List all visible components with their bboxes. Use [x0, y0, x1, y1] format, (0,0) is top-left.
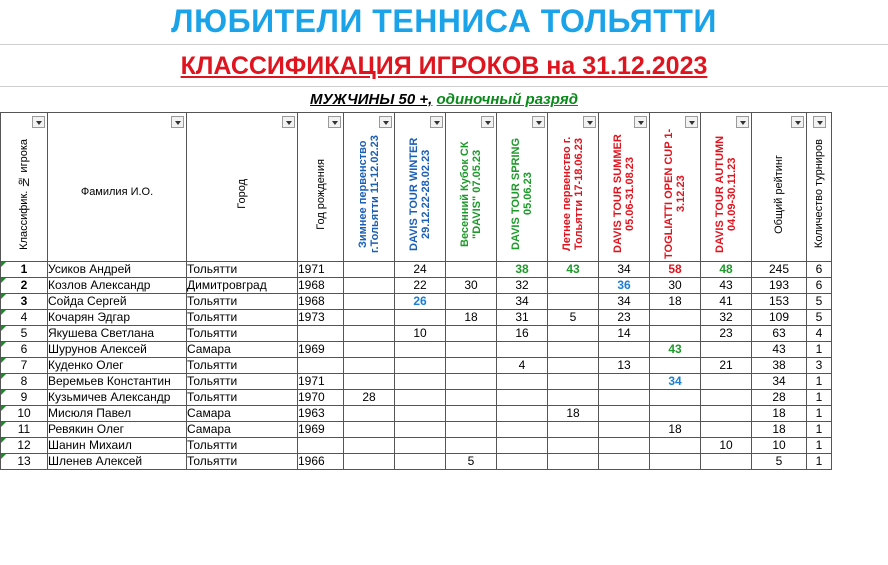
- cell-t8[interactable]: [701, 390, 752, 406]
- cell-total[interactable]: 5: [752, 454, 807, 470]
- cell-total[interactable]: 63: [752, 326, 807, 342]
- cell-t3[interactable]: 30: [446, 278, 497, 294]
- cell-city[interactable]: Самара: [187, 342, 298, 358]
- cell-birth[interactable]: 1968: [298, 278, 344, 294]
- cell-t4[interactable]: [497, 374, 548, 390]
- filter-dropdown-icon[interactable]: [32, 116, 45, 128]
- cell-t4[interactable]: [497, 406, 548, 422]
- cell-t8[interactable]: 48: [701, 262, 752, 278]
- cell-t2[interactable]: 26: [395, 294, 446, 310]
- cell-rank[interactable]: 13: [1, 454, 48, 470]
- empty-cell: [832, 262, 854, 278]
- cell-birth[interactable]: [298, 326, 344, 342]
- cell-total[interactable]: 18: [752, 406, 807, 422]
- header-rank-label: Классифик. № игрока: [18, 138, 30, 250]
- cell-t1[interactable]: [344, 294, 395, 310]
- cell-t5[interactable]: [548, 438, 599, 454]
- table-row: [1, 278, 854, 294]
- rating-table: [0, 112, 854, 470]
- cell-name[interactable]: Ревякин Олег: [48, 422, 187, 438]
- table-row: [1, 326, 854, 342]
- table-row: [1, 422, 854, 438]
- cell-t5[interactable]: [548, 278, 599, 294]
- cell-count[interactable]: 1: [807, 374, 832, 390]
- empty-header: [832, 113, 854, 262]
- cell-total[interactable]: 109: [752, 310, 807, 326]
- empty-cell: [832, 342, 854, 358]
- cell-t8[interactable]: [701, 454, 752, 470]
- cell-total[interactable]: 34: [752, 374, 807, 390]
- table-row: [1, 374, 854, 390]
- cell-t7[interactable]: [650, 406, 701, 422]
- cell-t3[interactable]: [446, 374, 497, 390]
- cell-city[interactable]: Тольятти: [187, 454, 298, 470]
- cell-total[interactable]: 43: [752, 342, 807, 358]
- cell-t7[interactable]: 34: [650, 374, 701, 390]
- cell-t7[interactable]: [650, 326, 701, 342]
- cell-rank[interactable]: 5: [1, 326, 48, 342]
- cell-t2[interactable]: [395, 310, 446, 326]
- cell-total[interactable]: 10: [752, 438, 807, 454]
- cell-t5[interactable]: [548, 326, 599, 342]
- cell-t2[interactable]: [395, 454, 446, 470]
- cell-t3[interactable]: [446, 326, 497, 342]
- cell-t3[interactable]: [446, 294, 497, 310]
- cell-t3[interactable]: 5: [446, 454, 497, 470]
- cell-city[interactable]: Самара: [187, 422, 298, 438]
- cell-t6[interactable]: [599, 390, 650, 406]
- cell-city[interactable]: Тольятти: [187, 326, 298, 342]
- table-row: [1, 342, 854, 358]
- cell-total[interactable]: 193: [752, 278, 807, 294]
- table-row: [1, 294, 854, 310]
- header-name-label: Фамилия И.О.: [80, 186, 154, 198]
- cell-t7[interactable]: 30: [650, 278, 701, 294]
- classification-title-text: КЛАССИФИКАЦИЯ ИГРОКОВ на 31.12.2023: [180, 52, 708, 80]
- header-tournament-2: [395, 113, 446, 262]
- table-row: [1, 454, 854, 470]
- cell-t6[interactable]: 36: [599, 278, 650, 294]
- cell-birth[interactable]: 1968: [298, 294, 344, 310]
- cell-t1[interactable]: [344, 406, 395, 422]
- cell-t2[interactable]: [395, 406, 446, 422]
- cell-t4[interactable]: [497, 422, 548, 438]
- divider: [0, 86, 888, 87]
- header-tournament-5: [548, 113, 599, 262]
- cell-t1[interactable]: 28: [344, 390, 395, 406]
- cell-t8[interactable]: 41: [701, 294, 752, 310]
- filter-dropdown-icon[interactable]: [328, 116, 341, 128]
- cell-t4[interactable]: 16: [497, 326, 548, 342]
- cell-t7[interactable]: 18: [650, 422, 701, 438]
- cell-t6[interactable]: 23: [599, 310, 650, 326]
- header-birth-label: Год рождения: [314, 158, 327, 230]
- cell-t8[interactable]: 21: [701, 358, 752, 374]
- empty-cell: [832, 390, 854, 406]
- cell-birth[interactable]: 1969: [298, 422, 344, 438]
- empty-cell: [832, 294, 854, 310]
- cell-total[interactable]: 245: [752, 262, 807, 278]
- cell-t4[interactable]: 32: [497, 278, 548, 294]
- cell-name[interactable]: Сойда Сергей: [48, 294, 187, 310]
- header-tournament-8-label: DAVIS TOUR AUTUMN 04.09-30.11.23: [714, 135, 738, 253]
- cell-name[interactable]: Шанин Михаил: [48, 438, 187, 454]
- cell-city[interactable]: Тольятти: [187, 438, 298, 454]
- header-tournament-7: [650, 113, 701, 262]
- cell-t7[interactable]: [650, 358, 701, 374]
- cell-t8[interactable]: [701, 342, 752, 358]
- cell-rank[interactable]: 4: [1, 310, 48, 326]
- cell-t5[interactable]: [548, 342, 599, 358]
- cell-t3[interactable]: [446, 406, 497, 422]
- cell-t5[interactable]: [548, 390, 599, 406]
- cell-birth[interactable]: 1971: [298, 374, 344, 390]
- header-rank: [1, 113, 48, 262]
- cell-t2[interactable]: [395, 342, 446, 358]
- header-count-label: Количество турниров: [813, 139, 825, 249]
- cell-t8[interactable]: 23: [701, 326, 752, 342]
- cell-t3[interactable]: [446, 422, 497, 438]
- cell-count[interactable]: 1: [807, 390, 832, 406]
- cell-t8[interactable]: [701, 374, 752, 390]
- cell-t1[interactable]: [344, 438, 395, 454]
- cell-t5[interactable]: [548, 454, 599, 470]
- sort-filter-icon[interactable]: [791, 116, 804, 128]
- cell-t4[interactable]: [497, 390, 548, 406]
- cell-t6[interactable]: 34: [599, 262, 650, 278]
- cell-birth[interactable]: 1966: [298, 454, 344, 470]
- cell-t4[interactable]: 38: [497, 262, 548, 278]
- empty-cell: [832, 406, 854, 422]
- cell-city[interactable]: Тольятти: [187, 358, 298, 374]
- cell-t1[interactable]: [344, 454, 395, 470]
- cell-t3[interactable]: [446, 358, 497, 374]
- cell-t3[interactable]: 18: [446, 310, 497, 326]
- cell-birth[interactable]: 1970: [298, 390, 344, 406]
- cell-t6[interactable]: 13: [599, 358, 650, 374]
- cell-birth[interactable]: 1963: [298, 406, 344, 422]
- cell-t2[interactable]: [395, 390, 446, 406]
- header-tournament-2-label: DAVIS TOUR WINTER 29.12.22-28.02.23: [408, 137, 432, 251]
- cell-city[interactable]: Самара: [187, 406, 298, 422]
- cell-t3[interactable]: [446, 438, 497, 454]
- cell-rank[interactable]: 8: [1, 374, 48, 390]
- cell-rank[interactable]: 1: [1, 262, 48, 278]
- header-tournament-1-label: Зимнее первенство г.Тольятти 11-12.02.23: [357, 135, 381, 253]
- cell-count[interactable]: 6: [807, 262, 832, 278]
- cell-count[interactable]: 4: [807, 326, 832, 342]
- cell-city[interactable]: Тольятти: [187, 374, 298, 390]
- table-row: [1, 406, 854, 422]
- cell-count[interactable]: 5: [807, 310, 832, 326]
- empty-cell: [832, 358, 854, 374]
- empty-cell: [832, 422, 854, 438]
- classification-title: [0, 48, 888, 84]
- cell-t6[interactable]: [599, 438, 650, 454]
- header-tournament-1: [344, 113, 395, 262]
- divider: [0, 44, 888, 45]
- cell-t2[interactable]: 24: [395, 262, 446, 278]
- cell-rank[interactable]: 6: [1, 342, 48, 358]
- cell-count[interactable]: 1: [807, 406, 832, 422]
- header-count: [807, 113, 832, 262]
- cell-t7[interactable]: [650, 454, 701, 470]
- cell-t1[interactable]: [344, 326, 395, 342]
- cell-t6[interactable]: 14: [599, 326, 650, 342]
- header-tournament-4-label: DAVIS TOUR SPRING 05.06.23: [510, 137, 534, 251]
- cell-total[interactable]: 38: [752, 358, 807, 374]
- cell-t1[interactable]: [344, 342, 395, 358]
- cell-count[interactable]: 1: [807, 422, 832, 438]
- header-tournament-5-label: Летнее первенство г. Тольятти 17-18.06.23: [561, 136, 585, 252]
- cell-rank[interactable]: 11: [1, 422, 48, 438]
- cell-rank[interactable]: 12: [1, 438, 48, 454]
- cell-t4[interactable]: 4: [497, 358, 548, 374]
- cell-t5[interactable]: [548, 374, 599, 390]
- cell-count[interactable]: 1: [807, 438, 832, 454]
- header-city-label: Город: [236, 179, 248, 209]
- cell-t5[interactable]: [548, 358, 599, 374]
- category-type: одиночный разряд: [436, 91, 578, 108]
- cell-t6[interactable]: [599, 374, 650, 390]
- cell-count[interactable]: 1: [807, 454, 832, 470]
- cell-t5[interactable]: [548, 294, 599, 310]
- cell-t7[interactable]: 58: [650, 262, 701, 278]
- cell-t1[interactable]: [344, 310, 395, 326]
- cell-t7[interactable]: 18: [650, 294, 701, 310]
- header-tournament-8: [701, 113, 752, 262]
- category-line: [0, 88, 888, 112]
- cell-t6[interactable]: [599, 342, 650, 358]
- header-tournament-3: [446, 113, 497, 262]
- cell-t5[interactable]: 43: [548, 262, 599, 278]
- cell-birth[interactable]: 1969: [298, 342, 344, 358]
- cell-city[interactable]: Тольятти: [187, 390, 298, 406]
- header-total: [752, 113, 807, 262]
- cell-city[interactable]: Тольятти: [187, 310, 298, 326]
- table-row: [1, 390, 854, 406]
- cell-t1[interactable]: [344, 278, 395, 294]
- cell-name[interactable]: Мисюля Павел: [48, 406, 187, 422]
- cell-rank[interactable]: 2: [1, 278, 48, 294]
- cell-t2[interactable]: [395, 374, 446, 390]
- cell-t3[interactable]: [446, 390, 497, 406]
- cell-rank[interactable]: 7: [1, 358, 48, 374]
- cell-name[interactable]: Якушева Светлана: [48, 326, 187, 342]
- cell-t4[interactable]: [497, 438, 548, 454]
- cell-t4[interactable]: 34: [497, 294, 548, 310]
- cell-t7[interactable]: 43: [650, 342, 701, 358]
- header-tournament-6: [599, 113, 650, 262]
- cell-t2[interactable]: 10: [395, 326, 446, 342]
- cell-t6[interactable]: [599, 454, 650, 470]
- cell-count[interactable]: 5: [807, 294, 832, 310]
- cell-birth[interactable]: [298, 358, 344, 374]
- cell-t3[interactable]: [446, 342, 497, 358]
- empty-cell: [832, 310, 854, 326]
- cell-t2[interactable]: [395, 358, 446, 374]
- cell-name[interactable]: Шурунов Алексей: [48, 342, 187, 358]
- cell-t6[interactable]: [599, 406, 650, 422]
- cell-t1[interactable]: [344, 374, 395, 390]
- cell-name[interactable]: Куденко Олег: [48, 358, 187, 374]
- cell-t5[interactable]: [548, 422, 599, 438]
- empty-cell: [832, 374, 854, 390]
- cell-city[interactable]: Тольятти: [187, 262, 298, 278]
- cell-count[interactable]: 6: [807, 278, 832, 294]
- empty-cell: [832, 278, 854, 294]
- cell-t3[interactable]: [446, 262, 497, 278]
- cell-rank[interactable]: 9: [1, 390, 48, 406]
- cell-birth[interactable]: 1973: [298, 310, 344, 326]
- table-body: [1, 262, 854, 470]
- cell-t8[interactable]: 43: [701, 278, 752, 294]
- table-row: [1, 358, 854, 374]
- cell-count[interactable]: 3: [807, 358, 832, 374]
- header-city: [187, 113, 298, 262]
- cell-name[interactable]: Кузьмичев Александр: [48, 390, 187, 406]
- header-birth: [298, 113, 344, 262]
- cell-t1[interactable]: [344, 262, 395, 278]
- table-row: [1, 262, 854, 278]
- cell-rank[interactable]: 3: [1, 294, 48, 310]
- filter-dropdown-icon[interactable]: [813, 116, 826, 128]
- cell-total[interactable]: 18: [752, 422, 807, 438]
- cell-birth[interactable]: [298, 438, 344, 454]
- cell-t2[interactable]: [395, 438, 446, 454]
- category-men: МУЖЧИНЫ 50 +,: [310, 91, 433, 108]
- cell-t5[interactable]: 18: [548, 406, 599, 422]
- cell-birth[interactable]: 1971: [298, 262, 344, 278]
- header-tournament-7-label: TOGLIATTI OPEN CUP 1-3.12.23: [663, 128, 687, 260]
- table-row: [1, 438, 854, 454]
- cell-t6[interactable]: [599, 422, 650, 438]
- cell-total[interactable]: 28: [752, 390, 807, 406]
- cell-total[interactable]: 153: [752, 294, 807, 310]
- cell-t2[interactable]: 22: [395, 278, 446, 294]
- empty-cell: [832, 454, 854, 470]
- cell-t1[interactable]: [344, 358, 395, 374]
- table-row: [1, 310, 854, 326]
- page-title: ЛЮБИТЕЛИ ТЕННИСА ТОЛЬЯТТИ: [171, 3, 717, 39]
- cell-t2[interactable]: [395, 422, 446, 438]
- header-name: [48, 113, 187, 262]
- cell-t4[interactable]: 31: [497, 310, 548, 326]
- cell-name[interactable]: Веремьев Константин: [48, 374, 187, 390]
- cell-t4[interactable]: [497, 454, 548, 470]
- header-tournament-6-label: DAVIS TOUR SUMMER 05.06-31.08.23: [612, 134, 636, 254]
- filter-dropdown-icon[interactable]: [282, 116, 295, 128]
- cell-t5[interactable]: 5: [548, 310, 599, 326]
- header-total-label: Общий рейтинг: [773, 154, 785, 234]
- cell-t8[interactable]: 10: [701, 438, 752, 454]
- cell-t8[interactable]: [701, 422, 752, 438]
- cell-name[interactable]: Козлов Александр: [48, 278, 187, 294]
- cell-t7[interactable]: [650, 438, 701, 454]
- header-tournament-3-label: Весенний Кубок СК "DAVIS" 07.05.23: [459, 141, 483, 247]
- cell-t4[interactable]: [497, 342, 548, 358]
- cell-city[interactable]: Димитровград: [187, 278, 298, 294]
- cell-t7[interactable]: [650, 390, 701, 406]
- empty-cell: [832, 438, 854, 454]
- cell-city[interactable]: Тольятти: [187, 294, 298, 310]
- cell-rank[interactable]: 10: [1, 406, 48, 422]
- cell-t6[interactable]: 34: [599, 294, 650, 310]
- cell-t8[interactable]: 32: [701, 310, 752, 326]
- header-tournament-4: [497, 113, 548, 262]
- cell-t1[interactable]: [344, 422, 395, 438]
- cell-t8[interactable]: [701, 406, 752, 422]
- cell-name[interactable]: Шленев Алексей: [48, 454, 187, 470]
- cell-name[interactable]: Кочарян Эдгар: [48, 310, 187, 326]
- empty-cell: [832, 326, 854, 342]
- cell-count[interactable]: 1: [807, 342, 832, 358]
- filter-dropdown-icon[interactable]: [171, 116, 184, 128]
- cell-name[interactable]: Усиков Андрей: [48, 262, 187, 278]
- cell-t7[interactable]: [650, 310, 701, 326]
